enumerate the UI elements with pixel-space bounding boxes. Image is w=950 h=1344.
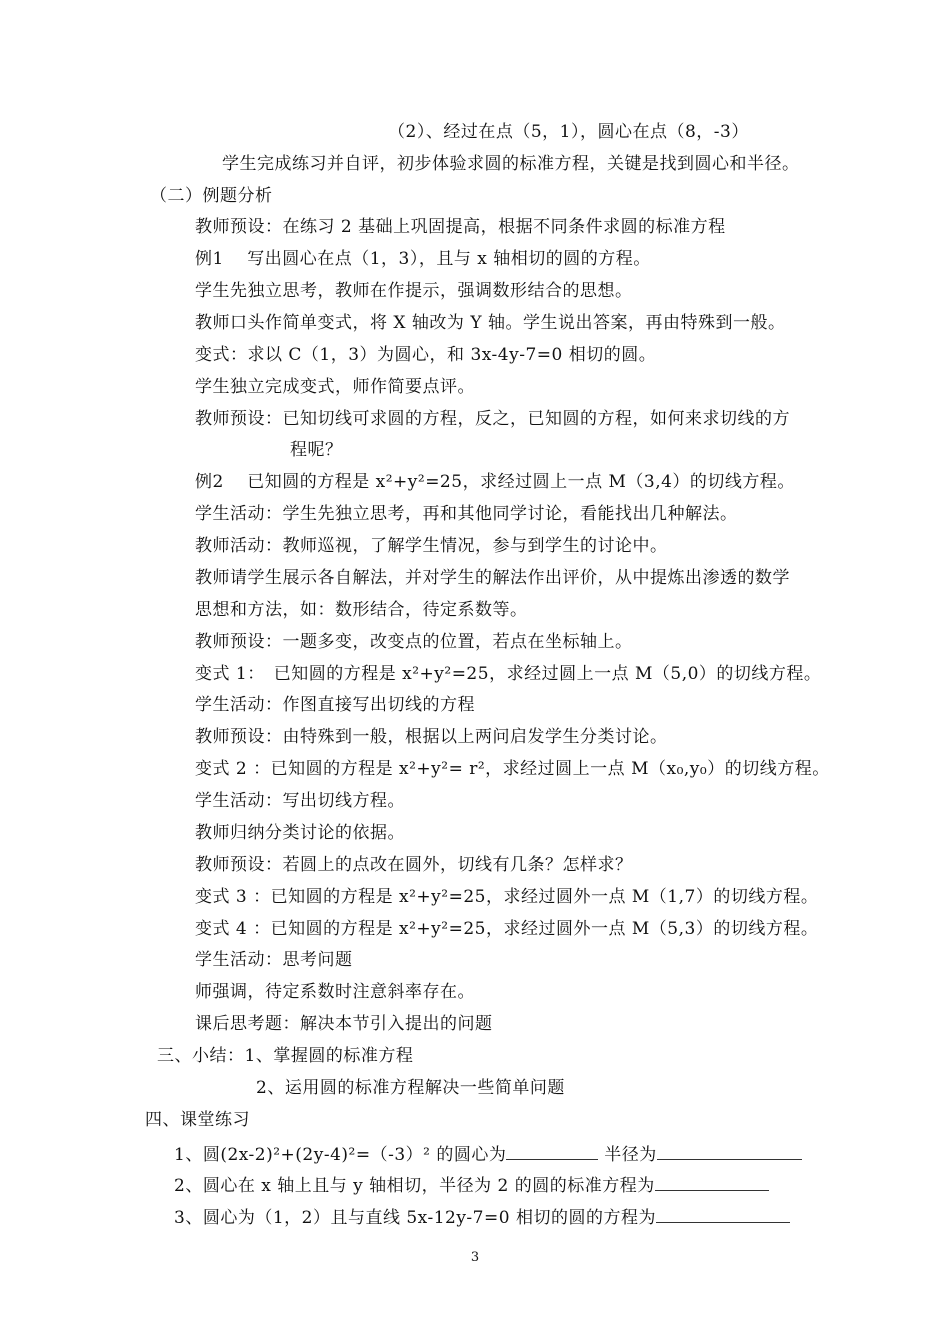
- section-heading-examples: （二）例题分析: [150, 186, 273, 206]
- answer-blank-center[interactable]: [506, 1141, 598, 1160]
- page-number: 3: [470, 1250, 480, 1265]
- paragraph: 教师预设：在练习 2 基础上巩固提高，根据不同条件求圆的标准方程: [195, 217, 726, 237]
- example-1: 例1 写出圆心在点（1，3），且与 x 轴相切的圆的方程。: [195, 249, 651, 269]
- paragraph: 学生独立完成变式，师作简要点评。: [195, 377, 475, 397]
- question-text: 1、圆(2x-2)²+(2y-4)²=（-3）² 的圆心为: [174, 1145, 507, 1165]
- student-practice-note: 学生完成练习并自评，初步体验求圆的标准方程，关键是找到圆心和半径。: [222, 154, 800, 174]
- paragraph: 学生先独立思考，教师在作提示，强调数形结合的思想。: [195, 281, 633, 301]
- answer-blank[interactable]: [655, 1172, 769, 1191]
- variant-3: 变式 3 ：已知圆的方程是 x²+y²=25，求经过圆外一点 M（1,7）的切线方程。: [195, 887, 819, 907]
- question-text: 半径为: [604, 1145, 657, 1165]
- paragraph: 师强调，待定系数时注意斜率存在。: [195, 982, 475, 1002]
- practice-question-3: [174, 1204, 790, 1229]
- answer-blank[interactable]: [656, 1204, 790, 1223]
- paragraph: 学生活动：学生先独立思考，再和其他同学讨论，看能找出几种解法。: [195, 504, 738, 524]
- paragraph: 学生活动：作图直接写出切线的方程: [195, 695, 475, 715]
- paragraph: 教师预设：一题多变，改变点的位置，若点在坐标轴上。: [195, 632, 633, 652]
- paragraph: 教师活动：教师巡视，了解学生情况，参与到学生的讨论中。: [195, 536, 668, 556]
- answer-blank-radius[interactable]: [657, 1141, 802, 1160]
- paragraph: 教师预设：由特殊到一般，根据以上两问启发学生分类讨论。: [195, 727, 668, 747]
- paragraph-continuation: 思想和方法，如：数形结合，待定系数等。: [195, 600, 528, 620]
- variant-4: 变式 4 ：已知圆的方程是 x²+y²=25，求经过圆外一点 M（5,3）的切线方程。: [195, 919, 819, 939]
- paragraph: 教师请学生展示各自解法，并对学生的解法作出评价，从中提炼出渗透的数学: [195, 568, 790, 588]
- paragraph: 教师预设：若圆上的点改在圆外，切线有几条？怎样求？: [195, 855, 633, 875]
- paragraph: 学生活动：思考问题: [195, 950, 353, 970]
- exercise-item-2: （2）、经过在点（5，1），圆心在点（8，-3）: [388, 122, 749, 142]
- paragraph: 教师口头作简单变式，将 X 轴改为 Y 轴。学生说出答案，再由特殊到一般。: [195, 313, 786, 333]
- variant: 变式：求以 C（1，3）为圆心，和 3x-4y-7=0 相切的圆。: [195, 345, 657, 365]
- paragraph: 教师归纳分类讨论的依据。: [195, 823, 405, 843]
- summary-item-2: 2、运用圆的标准方程解决一些简单问题: [256, 1078, 565, 1098]
- practice-question-2: [174, 1172, 769, 1197]
- variant-2: 变式 2 ：已知圆的方程是 x²+y²= r²，求经过圆上一点 M（x₀,y₀）的切线方程。: [195, 759, 830, 779]
- paragraph-continuation: 程呢？: [290, 440, 343, 460]
- section-heading-summary: 三、小结：1、掌握圆的标准方程: [157, 1046, 414, 1066]
- section-heading-practice: 四、课堂练习: [145, 1110, 250, 1130]
- question-text: 2、圆心在 x 轴上且与 y 轴相切，半径为 2 的圆的标准方程为: [174, 1176, 655, 1196]
- practice-question-1: [174, 1141, 802, 1166]
- example-2: 例2 已知圆的方程是 x²+y²=25，求经过圆上一点 M（3,4）的切线方程。: [195, 472, 795, 492]
- variant-1: 变式 1： 已知圆的方程是 x²+y²=25，求经过圆上一点 M（5,0）的切线方程。: [195, 664, 822, 684]
- paragraph: 课后思考题：解决本节引入提出的问题: [195, 1014, 493, 1034]
- question-text: 3、圆心为（1，2）且与直线 5x-12y-7=0 相切的圆的方程为: [174, 1208, 656, 1228]
- paragraph: 学生活动：写出切线方程。: [195, 791, 405, 811]
- paragraph: 教师预设：已知切线可求圆的方程，反之，已知圆的方程，如何来求切线的方: [195, 409, 790, 429]
